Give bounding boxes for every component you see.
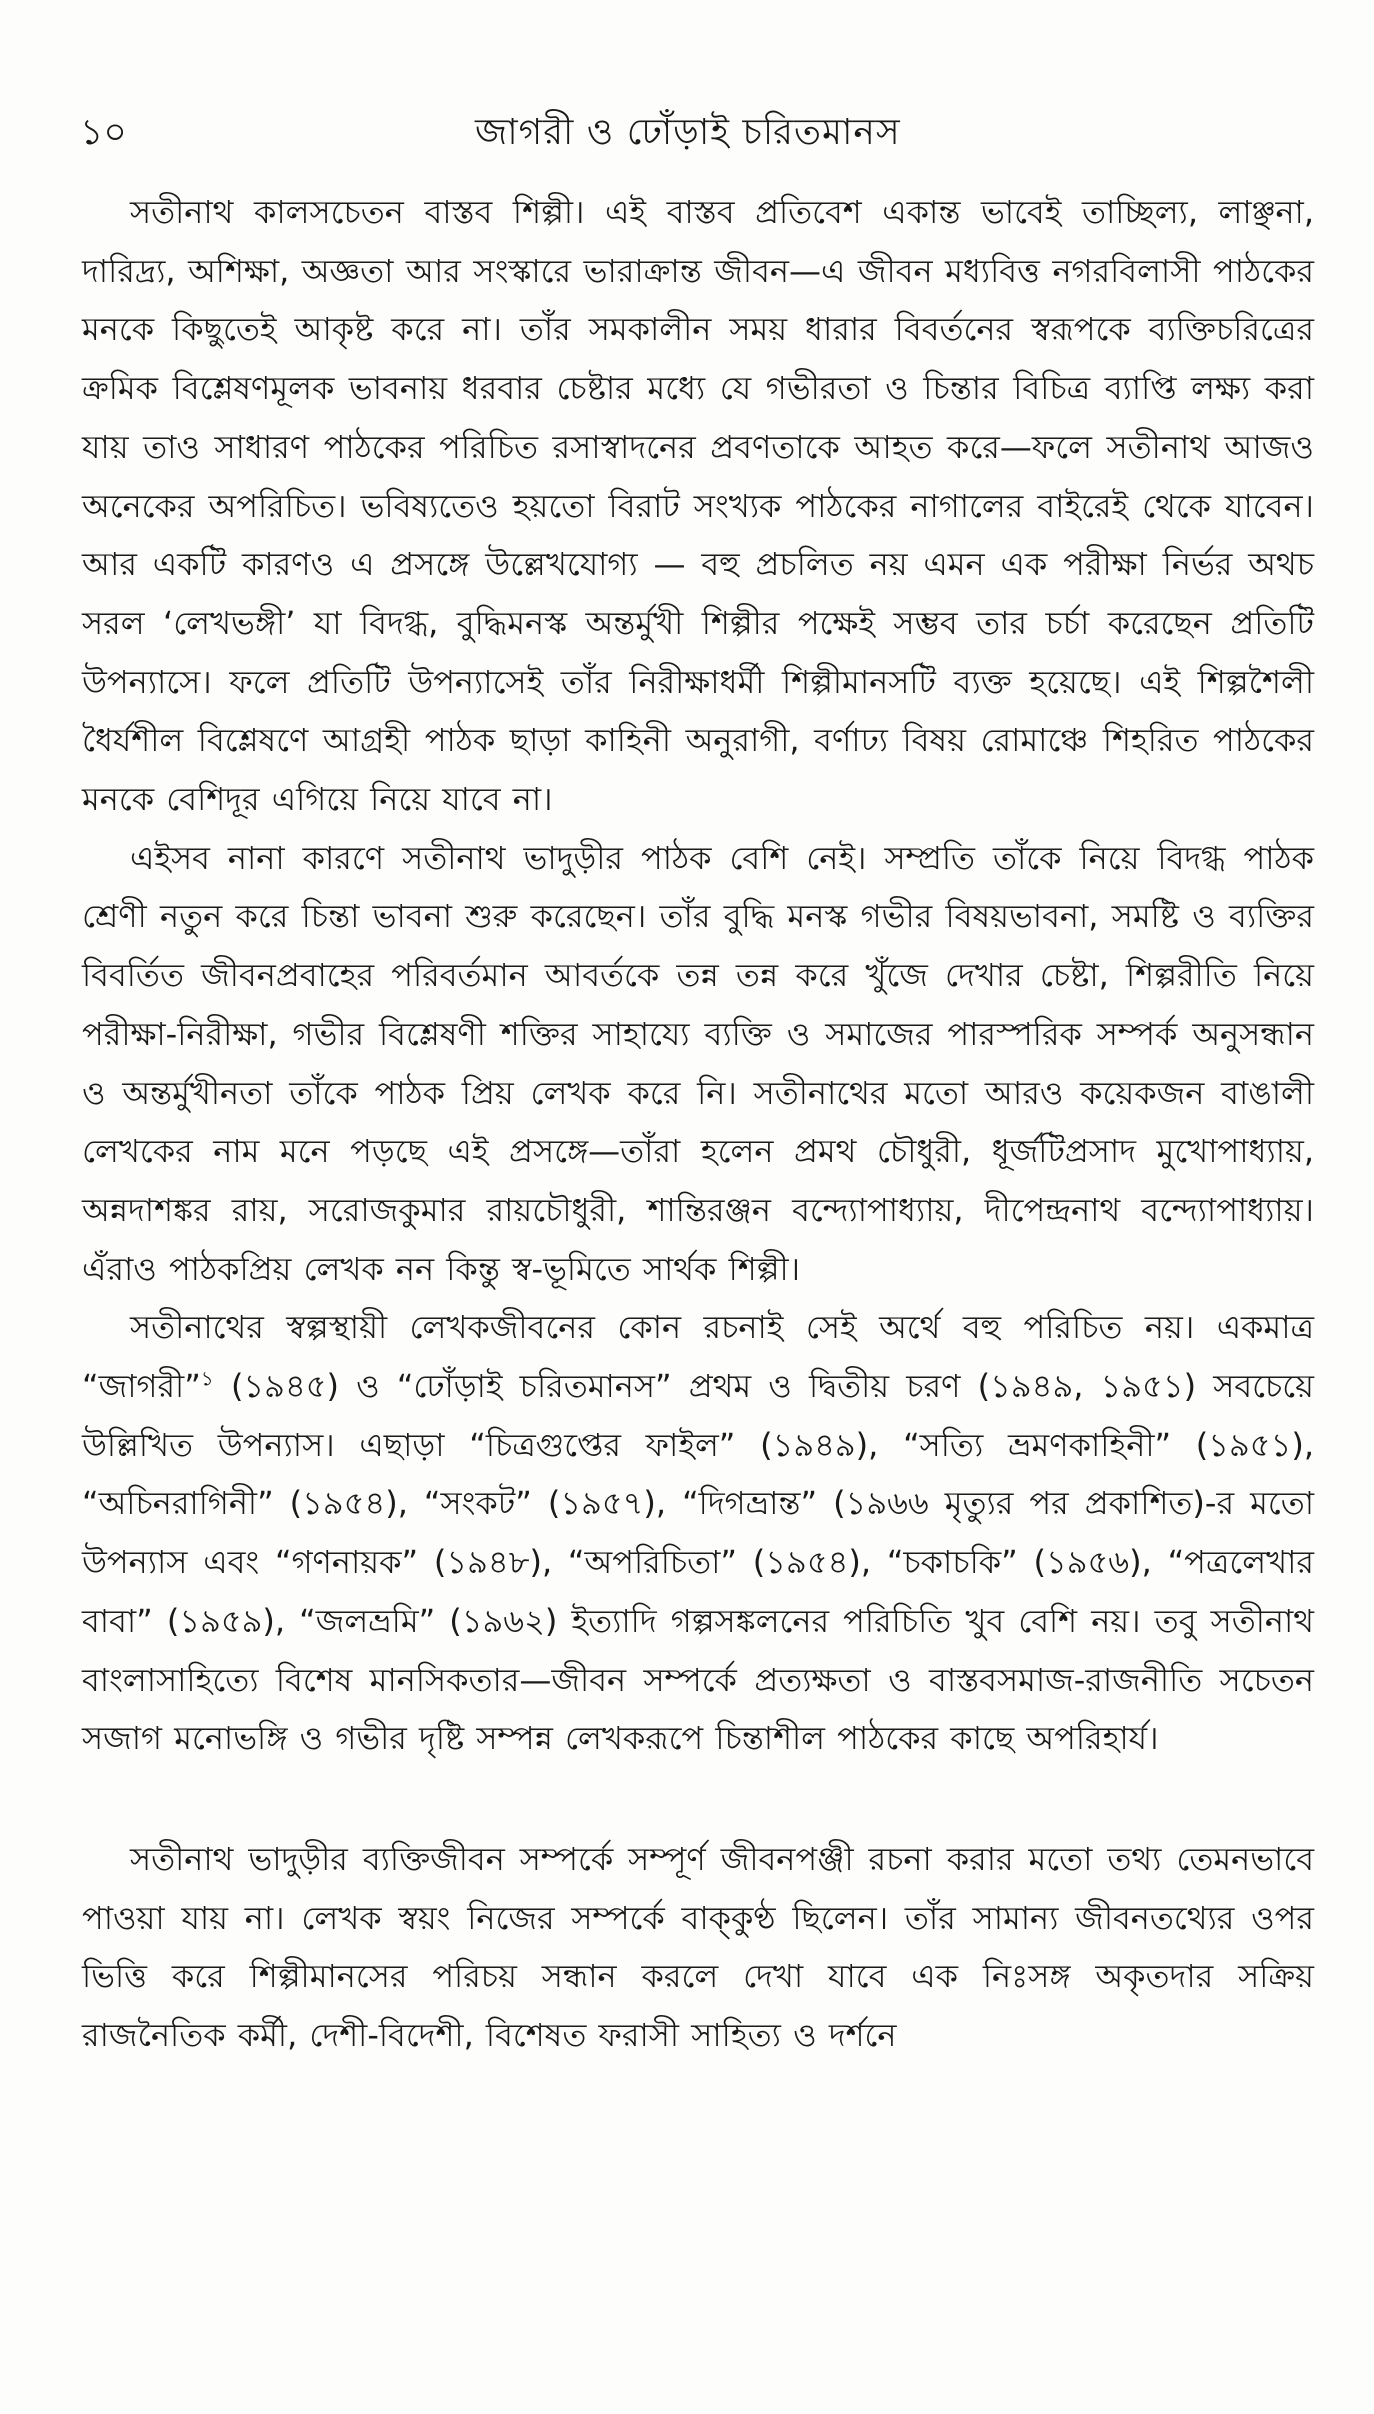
footnote-marker: ১ [200,1366,214,1391]
body-text [82,183,1314,2065]
running-header [80,105,1314,165]
paragraph-3-lead: সতীনাথের স্বল্পস্থায়ী লেখকজীবনের কোন রচনাই সেই অর্থে বহু পরিচিত নয়। একমাত্র “জাগরী” [82,1308,1314,1406]
paragraph-2: এইসব নানা কারণে সতীনাথ ভাদুড়ীর পাঠক বেশি নেই। সম্প্রতি তাঁকে নিয়ে বিদগ্ধ পাঠক শ্রেণী নতুন করে চিন্তা ভাবনা শুরু করেছেন। তাঁর বুদ্ধি মনস্ক গভীর বিষয়ভাবনা, সমষ্টি ও ব্যক্তির বিবর্তিত জীবনপ্রবাহের পরিবর্তমান আবর্তকে তন্ন তন্ন করে খুঁজে দেখার চেষ্টা, শিল্পরীতি নিয়ে পরীক্ষা-নিরীক্ষা, গভীর বিশ্লেষণী শক্তির সাহায্যে ব্যক্তি ও সমাজের পারস্পরিক সম্পর্ক অনুসন্ধান ও অন্তর্মুখীনতা তাঁকে পাঠক প্রিয় লেখক করে নি। সতীনাথের মতো আরও কয়েকজন বাঙালী লেখকের নাম মনে পড়ছে এই প্রসঙ্গে—তাঁরা হলেন প্রমথ চৌধুরী, ধূর্জটিপ্রসাদ মুখোপাধ্যায়, অন্নদাশঙ্কর রায়, সরোজকুমার রায়চৌধুরী, শান্তিরঞ্জন বন্দ্যোপাধ্যায়, দীপেন্দ্রনাথ বন্দ্যোপাধ্যায়। এঁরাও পাঠকপ্রিয় লেখক নন কিন্তু স্ব-ভূমিতে সার্থক শিল্পী। [82,838,1314,1288]
paragraph-1: সতীনাথ কালসচেতন বাস্তব শিল্পী। এই বাস্তব প্রতিবেশ একান্ত ভাবেই তাচ্ছিল্য, লাঞ্ছনা, দারিদ্র্য, অশিক্ষা, অজ্ঞতা আর সংস্কারে ভারাক্রান্ত জীবন—এ জীবন মধ্যবিত্ত নগরবিলাসী পাঠকের মনকে কিছুতেই আকৃষ্ট করে না। তাঁর সমকালীন সময় ধারার বিবর্তনের স্বরূপকে ব্যক্তিচরিত্রের ক্রমিক বিশ্লেষণমূলক ভাবনায় ধরবার চেষ্টার মধ্যে যে গভীরতা ও চিন্তার বিচিত্র ব্যাপ্তি লক্ষ্য করা যায় তাও সাধারণ পাঠকের পরিচিত রসাস্বাদনের প্রবণতাকে আহত করে—ফলে সতীনাথ আজও অনেকের অপরিচিত। ভবিষ্যতেও হয়তো বিরাট সংখ্যক পাঠকের নাগালের বাইরেই থেকে যাবেন। আর একটি কারণও এ প্রসঙ্গে উল্লেখযোগ্য — বহু প্রচলিত নয় এমন এক পরীক্ষা নির্ভর অথচ সরল ‘লেখভঙ্গী’ যা বিদগ্ধ, বুদ্ধিমনস্ক অন্তর্মুখী শিল্পীর পক্ষেই সম্ভব তার চর্চা করেছেন প্রতিটি উপন্যাসে। ফলে প্রতিটি উপন্যাসেই তাঁর নিরীক্ষাধর্মী শিল্পীমানসটি ব্যক্ত হয়েছে। এই শিল্পশৈলী ধৈর্যশীল বিশ্লেষণে আগ্রহী পাঠক ছাড়া কাহিনী অনুরাগী, বর্ণাঢ্য বিষয় রোমাঞ্চে শিহরিত পাঠকের মনকে বেশিদূর এগিয়ে নিয়ে যাবে না। [82,193,1314,819]
page-number: ১০ [80,112,127,153]
paragraph-3 [82,1298,1314,1768]
paragraph-3-rest: (১৯৪৫) ও “ঢোঁড়াই চরিতমানস” প্রথম ও দ্বিতীয় চরণ (১৯৪৯, ১৯৫১) সবচেয়ে উল্লিখিত উপন্যাস। এছাড়া “চিত্রগুপ্তের ফাইল” (১৯৪৯), “সত্যি ভ্রমণকাহিনী” (১৯৫১), “অচিনরাগিনী” (১৯৫৪), “সংকট” (১৯৫৭), “দিগভ্রান্ত” (১৯৬৬ মৃত্যুর পর প্রকাশিত)-র মতো উপন্যাস এবং “গণনায়ক” (১৯৪৮), “অপরিচিতা” (১৯৫৪), “চকাচকি” (১৯৫৬), “পত্রলেখার বাবা” (১৯৫৯), “জলভ্রমি” (১৯৬২) ইত্যাদি গল্পসঙ্কলনের পরিচিতি খুব বেশি নয়। তবু সতীনাথ বাংলাসাহিত্যে বিশেষ মানসিকতার—জীবন সম্পর্কে প্রত্যক্ষতা ও বাস্তবসমাজ-রাজনীতি সচেতন সজাগ মনোভঙ্গি ও গভীর দৃষ্টি সম্পন্ন লেখকরূপে চিন্তাশীল পাঠকের কাছে অপরিহার্য। [82,1367,1315,1758]
paragraph-4: সতীনাথ ভাদুড়ীর ব্যক্তিজীবন সম্পর্কে সম্পূর্ণ জীবনপঞ্জী রচনা করার মতো তথ্য তেমনভাবে পাওয়া যায় না। লেখক স্বয়ং নিজের সম্পর্কে বাক্‌কুণ্ঠ ছিলেন। তাঁর সামান্য জীবনতথ্যের ওপর ভিত্তি করে শিল্পীমানসের পরিচয় সন্ধান করলে দেখা যাবে এক নিঃসঙ্গ অকৃতদার সক্রিয় রাজনৈতিক কর্মী, দেশী-বিদেশী, বিশেষত ফরাসী সাহিত্য ও দর্শনে [82,1839,1314,2055]
book-title: জাগরী ও ঢোঁড়াই চরিতমানস [475,112,901,153]
